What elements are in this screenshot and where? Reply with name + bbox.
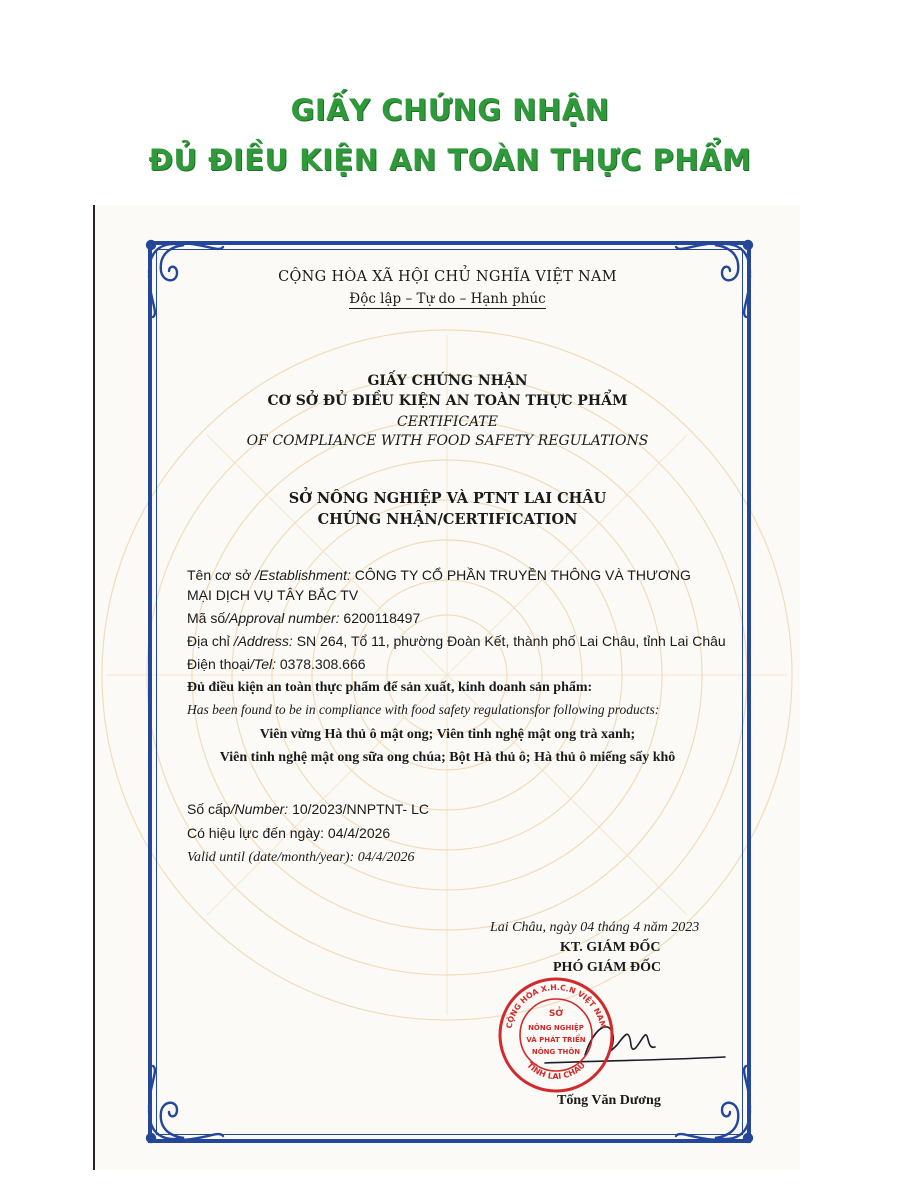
certificate-title-vi: GIẤY CHỨNG NHẬN (367, 373, 528, 389)
certificate-title-en: CERTIFICATE (397, 414, 498, 430)
establishment-label-en: /Establishment: (255, 567, 351, 583)
address-label-en: /Address: (233, 633, 293, 649)
stamp-ring-text: CỘNG HÒA X.H.C.N VIỆT NAM (504, 982, 608, 1030)
valid-value-en: 04/4/2026 (357, 850, 415, 865)
compliance-statement-vi: Đủ điều kiện an toàn thực phẩm để sản xuất, kinh doanh sản phẩm: (187, 680, 593, 695)
stamp-center-1: SỞ (548, 1009, 564, 1019)
official-stamp (491, 970, 621, 1100)
heading-line-2: ĐỦ ĐIỀU KIỆN AN TOÀN THỰC PHẨM (148, 143, 752, 177)
number-label-vi: Số cấp (187, 801, 231, 817)
valid-label-en: Valid until (date/month/year): (187, 850, 355, 865)
establishment-label-vi: Tên cơ sở (187, 567, 252, 583)
approval-label-vi: Mã số (187, 610, 226, 626)
address-value: SN 264, Tổ 11, phường Đoàn Kết, thành phố Lai Châu, tỉnh Lai Châu (296, 633, 726, 649)
stamp-center-3: VÀ PHÁT TRIỂN (526, 1036, 586, 1044)
heading-line-1: GIẤY CHỨNG NHẬN (290, 93, 610, 127)
tel-row (187, 656, 366, 672)
national-motto (95, 291, 800, 307)
signer-role-kt: KT. GIÁM ĐỐC (560, 940, 661, 955)
issuing-department: SỞ NÔNG NGHIỆP VÀ PTNT LAI CHÂU (288, 490, 607, 507)
certificate-subtitle-vi: CƠ SỞ ĐỦ ĐIỀU KIỆN AN TOÀN THỰC PHẨM (267, 393, 628, 409)
certificate-document (95, 205, 800, 1170)
valid-label-vi: Có hiệu lực đến ngày: (187, 825, 325, 841)
tel-label-en: /Tel: (250, 656, 276, 672)
number-row (187, 801, 429, 817)
corner-ornament-icon (139, 1060, 229, 1150)
stamp-center-4: NÔNG THÔN (531, 1048, 581, 1056)
approval-label-en: /Approval number: (225, 610, 340, 626)
certification-label: CHỨNG NHẬN/CERTIFICATION (317, 511, 578, 528)
establishment-row (187, 567, 691, 583)
address-row (187, 633, 726, 649)
establishment-value-line-2: MẠI DỊCH VỤ TÂY BẮC TV (187, 587, 359, 603)
certificate-subtitle-en: OF COMPLIANCE WITH FOOD SAFETY REGULATIONS (246, 433, 649, 449)
signer-title: PHÓ GIÁM ĐỐC (553, 960, 662, 975)
tel-label-vi: Điện thoại (187, 656, 251, 672)
number-value: 10/2023/NNPTNT- LC (292, 801, 430, 817)
national-title: CỘNG HÒA XÃ HỘI CHỦ NGHĨA VIỆT NAM (278, 269, 617, 285)
stamp-center-2: NÔNG NGHIỆP (528, 1024, 584, 1032)
signer-name: Tống Văn Dương (557, 1093, 661, 1108)
signing-date: Lai Châu, ngày 04 tháng 4 năm 2023 (490, 920, 700, 935)
motto-text: Độc lập – Tự do – Hạnh phúc (349, 291, 546, 307)
establishment-value: CÔNG TY CỔ PHẦN TRUYỀN THÔNG VÀ THƯƠNG (354, 567, 691, 583)
approval-row (187, 610, 420, 626)
products-line-2: Viên tinh nghệ mật ong sữa ong chúa; Bột Hà thủ ô; Hà thủ ô miếng sấy khô (219, 750, 676, 765)
address-label-vi: Địa chỉ (187, 633, 230, 649)
number-label-en: /Number: (230, 801, 289, 817)
tel-value: 0378.308.666 (279, 656, 366, 672)
valid-row-en (187, 850, 414, 866)
approval-value: 6200118497 (343, 610, 421, 626)
svg-text:CỘNG HÒA X.H.C.N VIỆT NAM (504, 983, 607, 1030)
stamp-bottom-text: TỈNH LAI CHÂU (525, 1060, 587, 1082)
compliance-statement-en: Has been found to be in compliance with food safety regulationsfor following products: (187, 702, 660, 717)
page-heading (0, 88, 900, 182)
valid-value-vi: 04/4/2026 (327, 825, 391, 841)
valid-row-vi (187, 825, 390, 841)
products-line-1: Viên vừng Hà thủ ô mật ong; Viên tinh nghệ mật ong trà xanh; (259, 727, 636, 742)
